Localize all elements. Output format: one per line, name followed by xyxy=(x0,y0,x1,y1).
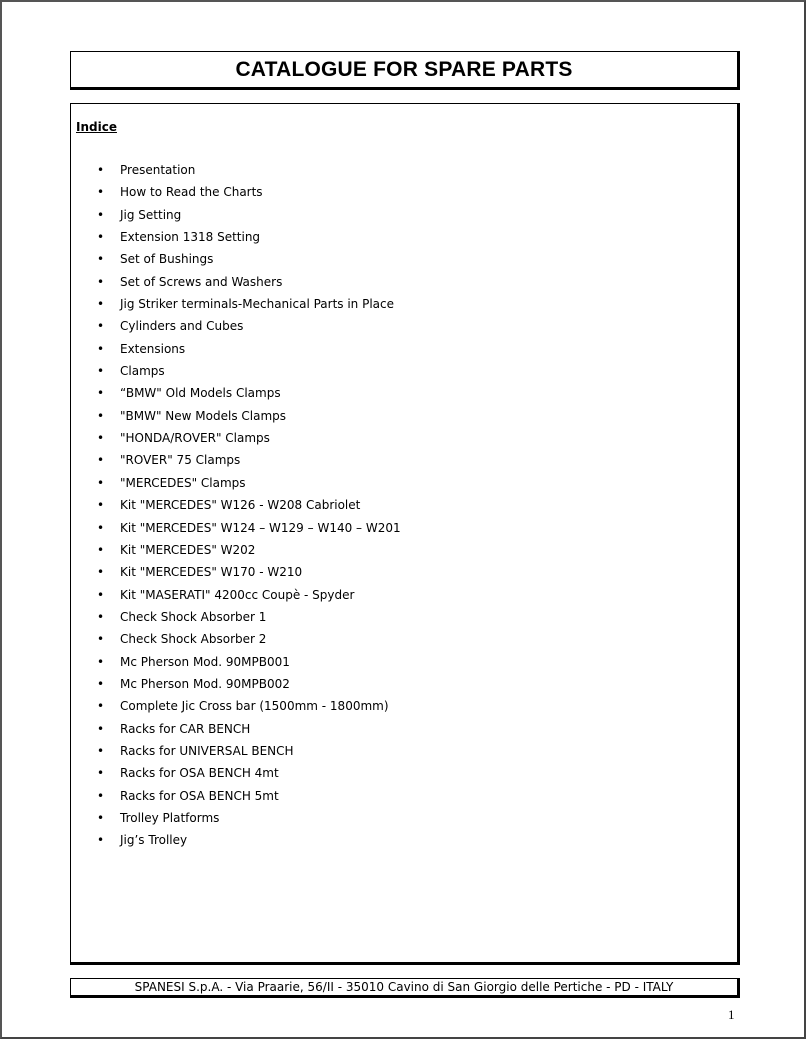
title-box xyxy=(70,51,740,90)
toc-item-label: Racks for CAR BENCH xyxy=(120,721,251,736)
toc-item-label: Kit "MERCEDES" W170 - W210 xyxy=(120,565,303,580)
toc-item-label: "ROVER" 75 Clamps xyxy=(120,453,241,468)
toc-item-label: "BMW" New Models Clamps xyxy=(120,408,287,423)
toc-item-label: "MERCEDES" Clamps xyxy=(120,475,246,490)
index-section xyxy=(70,103,740,965)
bullet-icon: • xyxy=(97,408,105,423)
bullet-icon: • xyxy=(97,341,105,356)
toc-item-label: Racks for OSA BENCH 4mt xyxy=(120,766,279,781)
toc-item-label: Check Shock Absorber 1 xyxy=(120,609,267,624)
toc-item-label: Presentation xyxy=(120,163,196,177)
toc-item-label: Extension 1318 Setting xyxy=(120,230,261,245)
bullet-icon: • xyxy=(97,431,105,446)
bullet-icon: • xyxy=(97,587,105,602)
footer-address: SPANESI S.p.A. - Via Praarie, 56/II - 35010 Cavino di San Giorgio delle Pertiche - PD - ITALY xyxy=(134,980,674,994)
bullet-icon: • xyxy=(97,788,105,803)
page-number: 1 xyxy=(728,1007,735,1022)
footer-box xyxy=(70,978,740,998)
toc-item-label: Kit "MERCEDES" W202 xyxy=(120,542,256,557)
toc-item-label: Check Shock Absorber 2 xyxy=(120,632,267,647)
bullet-icon: • xyxy=(97,810,105,825)
bullet-icon: • xyxy=(97,609,105,624)
toc-item-label: Set of Bushings xyxy=(120,252,214,267)
bullet-icon: • xyxy=(97,475,105,490)
toc-item-label: Clamps xyxy=(120,364,165,379)
bullet-icon: • xyxy=(97,498,105,513)
bullet-icon: • xyxy=(97,386,105,401)
bullet-icon: • xyxy=(97,766,105,781)
toc-item-label: How to Read the Charts xyxy=(120,185,263,200)
bullet-icon: • xyxy=(97,274,105,289)
index-heading: Indice xyxy=(76,120,117,134)
toc-item-label: Mc Pherson Mod. 90MPB002 xyxy=(120,676,290,691)
bullet-icon: • xyxy=(97,252,105,267)
toc-item-label: Cylinders and Cubes xyxy=(120,319,244,334)
bullet-icon: • xyxy=(97,520,105,535)
toc-item-label: Jig Setting xyxy=(120,207,182,222)
bullet-icon: • xyxy=(97,207,105,222)
document-title: CATALOGUE FOR SPARE PARTS xyxy=(235,57,573,81)
toc-item-label: Racks for OSA BENCH 5mt xyxy=(120,788,279,803)
bullet-icon: • xyxy=(97,230,105,245)
toc-item-label: Trolley Platforms xyxy=(120,810,220,825)
toc-item-label: Racks for UNIVERSAL BENCH xyxy=(120,743,294,758)
bullet-icon: • xyxy=(97,453,105,468)
toc-item-label: Kit "MERCEDES" W126 - W208 Cabriolet xyxy=(120,498,361,513)
toc-item-label: Kit "MASERATI" 4200cc Coupè - Spyder xyxy=(120,587,355,602)
bullet-icon: • xyxy=(97,319,105,334)
toc-item-label: Jig Striker terminals-Mechanical Parts in Place xyxy=(120,297,395,312)
bullet-icon: • xyxy=(97,632,105,647)
bullet-icon: • xyxy=(97,833,105,848)
bullet-icon: • xyxy=(97,676,105,691)
bullet-icon: • xyxy=(97,565,105,580)
toc-item-label: Set of Screws and Washers xyxy=(120,274,283,289)
toc-item-label: Kit "MERCEDES" W124 – W129 – W140 – W201 xyxy=(120,520,401,535)
toc-item-label: Complete Jic Cross bar (1500mm - 1800mm) xyxy=(120,699,389,714)
bullet-icon: • xyxy=(97,364,105,379)
bullet-icon: • xyxy=(97,163,105,177)
toc-item-label: "HONDA/ROVER" Clamps xyxy=(120,431,270,446)
bullet-icon: • xyxy=(97,721,105,736)
bullet-icon: • xyxy=(97,654,105,669)
bullet-icon: • xyxy=(97,297,105,312)
toc-item-label: “BMW" Old Models Clamps xyxy=(120,386,281,401)
toc-item-label: Jig’s Trolley xyxy=(120,833,188,848)
toc-item-label: Mc Pherson Mod. 90MPB001 xyxy=(120,654,290,669)
toc-item-label: Extensions xyxy=(120,341,186,356)
bullet-icon: • xyxy=(97,743,105,758)
bullet-icon: • xyxy=(97,699,105,714)
bullet-icon: • xyxy=(97,185,105,200)
bullet-icon: • xyxy=(97,542,105,557)
